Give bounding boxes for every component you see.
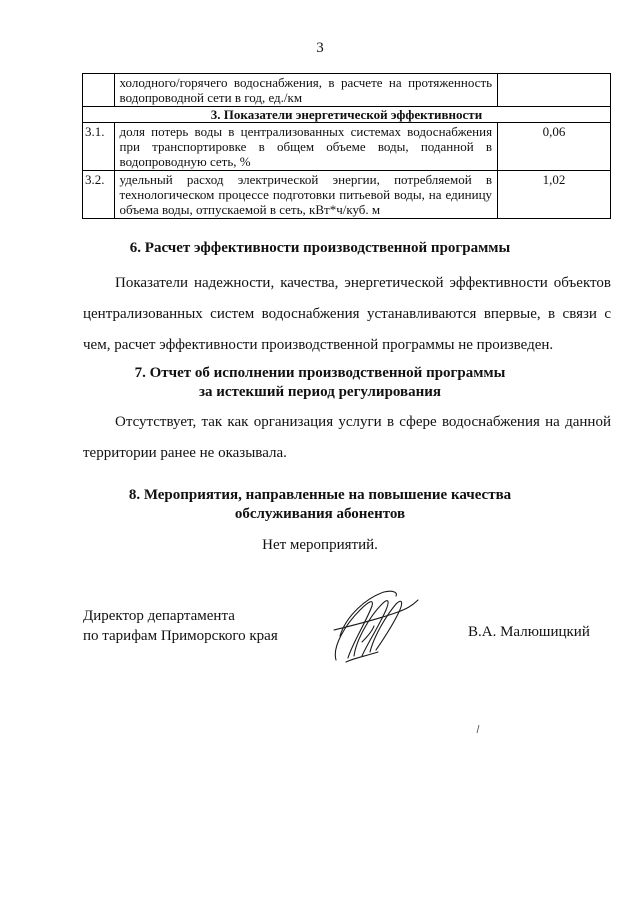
signatory-title-line2: по тарифам Приморского края — [83, 628, 278, 644]
row-number: 3.2. — [83, 171, 115, 219]
section-7-text: Отсутствует, так как организация услуги в сфере водоснабжения на данной территории ранее не оказывала. — [83, 414, 611, 461]
table-row — [83, 171, 611, 219]
section-8-heading-line2: обслуживания абонентов — [234, 506, 406, 522]
row-value: 1,02 — [498, 171, 611, 219]
signatory-title — [83, 606, 278, 646]
row-value — [498, 74, 611, 107]
section-7-heading-line1: 7. Отчет об исполнении производственной программы — [134, 365, 506, 381]
row-description: доля потерь воды в централизованных системах водоснабжения при транспортировке в общем объеме воды, поданной в водопроводную сеть, % — [114, 123, 498, 171]
indicators-table — [82, 73, 611, 219]
row-number — [83, 74, 115, 107]
section-7-heading-line2: за истекший период регулирования — [198, 384, 442, 400]
section-8-text: Нет мероприятий. — [262, 537, 378, 553]
section-8-heading-line1: 8. Мероприятия, направленные на повышение качества — [128, 487, 512, 503]
section-title: 3. Показатели энергетической эффективности — [83, 107, 611, 123]
signatory-title-line1: Директор департамента — [83, 608, 235, 624]
row-description: холодного/горячего водоснабжения, в расчете на протяженность водопроводной сети в год, ед./км — [114, 74, 498, 107]
stray-pen-mark — [476, 724, 480, 734]
row-description: удельный расход электрической энергии, потребляемой в технологическом процессе подготовки питьевой воды, на единицу объема воды, отпускаемой в сеть, кВт*ч/куб. м — [114, 171, 498, 219]
handwritten-signature — [326, 586, 422, 668]
table-row — [83, 74, 611, 107]
signatory-name: В.А. Малюшицкий — [468, 624, 590, 640]
table-section-row — [83, 107, 611, 123]
section-6-text: Показатели надежности, качества, энергетической эффективности объектов централизованных систем водоснабжения устанавливаются впервые, в связи с чем, расчет эффективности производственной программы не произведен. — [83, 275, 611, 353]
table-row — [83, 123, 611, 171]
section-6-heading: 6. Расчет эффективности производственной программы — [129, 240, 511, 256]
row-number: 3.1. — [83, 123, 115, 171]
page-number: 3 — [316, 40, 324, 56]
row-value: 0,06 — [498, 123, 611, 171]
